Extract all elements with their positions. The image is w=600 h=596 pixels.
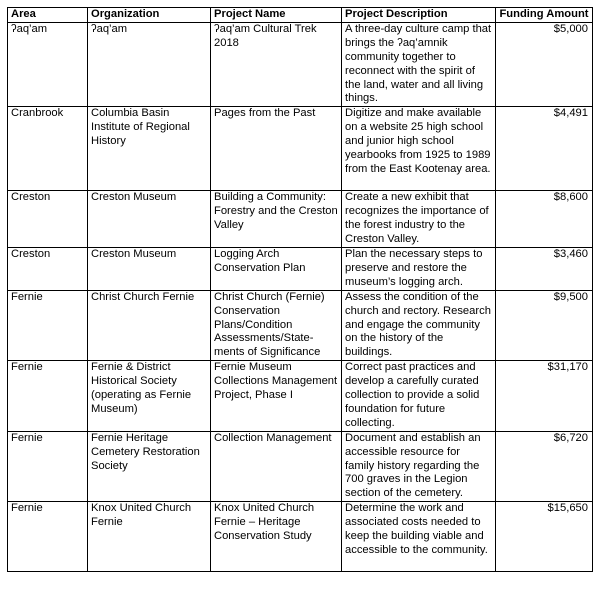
funding-table [7, 7, 593, 572]
table-row [8, 431, 593, 502]
cell-organization: Columbia Basin Institute of Regional History [88, 107, 211, 191]
header-project-name: Project Name [211, 8, 342, 23]
cell-area: ʔaq’am [8, 22, 88, 106]
table-body [8, 22, 593, 571]
cell-area: Fernie [8, 361, 88, 432]
cell-funding-amount: $4,491 [496, 107, 593, 191]
cell-project-description: Create a new exhibit that recognizes the importance of the forest industry to the Creston Valley. [342, 191, 496, 248]
cell-funding-amount: $31,170 [496, 361, 593, 432]
cell-organization: ʔaq’am [88, 22, 211, 106]
header-organization: Organization [88, 8, 211, 23]
cell-area: Fernie [8, 431, 88, 502]
table-row [8, 22, 593, 106]
cell-area: Creston [8, 247, 88, 290]
table-row [8, 502, 593, 572]
table-row [8, 361, 593, 432]
table-row [8, 191, 593, 248]
cell-funding-amount: $6,720 [496, 431, 593, 502]
header-project-description: Project Description [342, 8, 496, 23]
table-header [8, 8, 593, 23]
cell-organization: Creston Museum [88, 191, 211, 248]
cell-funding-amount: $5,000 [496, 22, 593, 106]
cell-funding-amount: $8,600 [496, 191, 593, 248]
header-area: Area [8, 8, 88, 23]
cell-funding-amount: $15,650 [496, 502, 593, 572]
cell-organization: Fernie & District Historical Society (operating as Fernie Museum) [88, 361, 211, 432]
cell-project-description: Digitize and make available on a website 25 high school and junior high school yearbooks from 1925 to 1989 from the East Kootenay area. [342, 107, 496, 191]
cell-funding-amount: $3,460 [496, 247, 593, 290]
table-row [8, 247, 593, 290]
cell-project-name: Fernie Museum Collections Management Project, Phase I [211, 361, 342, 432]
cell-project-name: Collection Management [211, 431, 342, 502]
cell-project-name: Pages from the Past [211, 107, 342, 191]
cell-area: Creston [8, 191, 88, 248]
cell-project-description: Document and establish an accessible resource for family history regarding the 700 graves in the Legion section of the cemetery. [342, 431, 496, 502]
cell-project-description: Determine the work and associated costs needed to keep the building viable and accessible to the community. [342, 502, 496, 572]
cell-project-name: Knox United Church Fernie – Heritage Conservation Study [211, 502, 342, 572]
cell-project-description: Correct past practices and develop a carefully curated collection to provide a solid foundation for future collecting. [342, 361, 496, 432]
cell-project-name: ʔaq’am Cultural Trek 2018 [211, 22, 342, 106]
cell-project-name: Christ Church (Fernie) Conservation Plans/Condition Assessments/State-ments of Significance [211, 290, 342, 361]
cell-project-name: Logging Arch Conservation Plan [211, 247, 342, 290]
table-row [8, 107, 593, 191]
cell-funding-amount: $9,500 [496, 290, 593, 361]
cell-area: Cranbrook [8, 107, 88, 191]
header-funding-amount: Funding Amount [496, 8, 593, 23]
cell-project-description: Plan the necessary steps to preserve and restore the museum’s logging arch. [342, 247, 496, 290]
cell-organization: Fernie Heritage Cemetery Restoration Society [88, 431, 211, 502]
cell-organization: Knox United Church Fernie [88, 502, 211, 572]
cell-organization: Creston Museum [88, 247, 211, 290]
cell-project-description: A three-day culture camp that brings the ʔaq’amnik community together to reconnect with the spirit of the land, water and all living things. [342, 22, 496, 106]
cell-area: Fernie [8, 502, 88, 572]
cell-project-name: Building a Community: Forestry and the Creston Valley [211, 191, 342, 248]
cell-organization: Christ Church Fernie [88, 290, 211, 361]
cell-area: Fernie [8, 290, 88, 361]
cell-project-description: Assess the condition of the church and rectory. Research and engage the community on the history of the buildings. [342, 290, 496, 361]
header-row [8, 8, 593, 23]
table-row [8, 290, 593, 361]
